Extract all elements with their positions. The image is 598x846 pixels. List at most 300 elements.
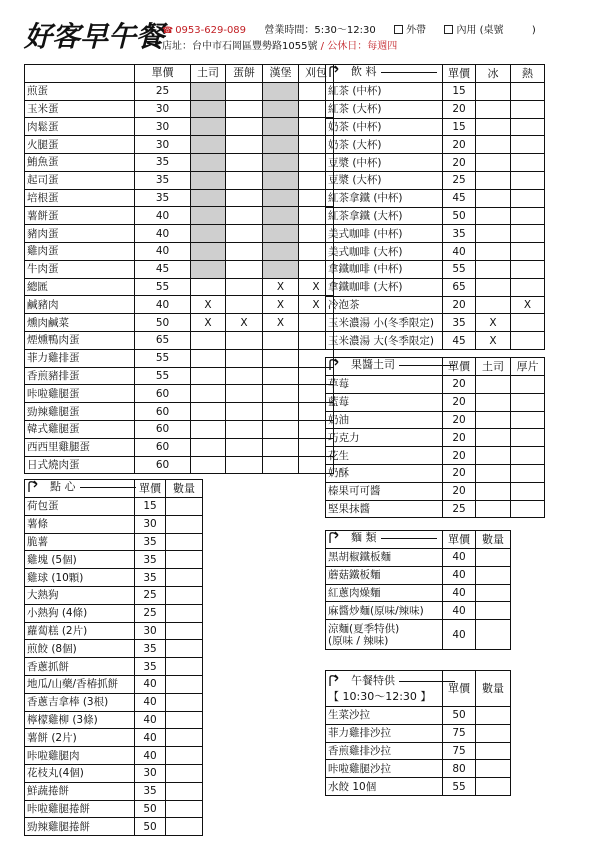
egg-col-header xyxy=(25,65,135,83)
item-option-mark xyxy=(511,376,545,394)
item-name xyxy=(326,620,443,650)
jam-col-header: 土司 xyxy=(476,358,511,376)
item-price: 20 xyxy=(443,429,476,447)
item-option-mark xyxy=(511,314,545,332)
table-row xyxy=(326,278,545,296)
item-price: 15 xyxy=(135,498,166,516)
item-option-mark xyxy=(226,100,263,118)
table-row xyxy=(25,171,334,189)
item-name: 香煎雞排沙拉 xyxy=(326,742,443,760)
table-row xyxy=(326,171,545,189)
table-row xyxy=(25,82,334,100)
item-price: 35 xyxy=(135,782,166,800)
item-price: 55 xyxy=(135,349,191,367)
item-option-mark: X xyxy=(511,296,545,314)
item-option-mark xyxy=(263,260,299,278)
table-row xyxy=(326,620,511,650)
item-option-mark xyxy=(166,800,203,818)
lunch-special-table xyxy=(325,670,511,796)
item-quantity xyxy=(476,742,511,760)
item-price: 40 xyxy=(135,729,166,747)
item-option-mark xyxy=(263,438,299,456)
item-option-mark xyxy=(511,332,545,350)
item-name: 香蔥抓餅 xyxy=(25,658,135,676)
item-name: 西西里雞腿蛋 xyxy=(25,438,135,456)
item-price: 20 xyxy=(443,464,476,482)
table-row xyxy=(326,464,545,482)
table-row xyxy=(25,533,203,551)
item-option-mark xyxy=(166,675,203,693)
item-option-mark xyxy=(226,189,263,207)
table-row xyxy=(25,136,334,154)
item-name: 紅茶 (大杯) xyxy=(326,100,443,118)
item-option-mark xyxy=(226,331,263,349)
table-row xyxy=(25,729,203,747)
noodle-title xyxy=(328,531,437,545)
item-option-mark: X xyxy=(263,296,299,314)
item-option-mark: X xyxy=(191,296,226,314)
table-row xyxy=(25,278,334,296)
drink-title-text: 飲 料 xyxy=(351,65,377,78)
item-price: 20 xyxy=(443,376,476,394)
item-quantity xyxy=(476,778,511,796)
drink-menu-table xyxy=(325,64,545,350)
item-option-mark xyxy=(263,153,299,171)
item-name: 火腿蛋 xyxy=(25,136,135,154)
item-name: 榛果可可醬 xyxy=(326,482,443,500)
item-name: 煙燻鴨肉蛋 xyxy=(25,331,135,349)
item-name: 大熱狗 xyxy=(25,586,135,604)
item-option-mark xyxy=(476,393,511,411)
jam-title-text: 果醬土司 xyxy=(351,358,395,371)
section-arrow-icon xyxy=(328,358,348,372)
item-price: 40 xyxy=(135,693,166,711)
item-name: 堅果抹醬 xyxy=(326,500,443,518)
jam-col-header: 單價 xyxy=(443,358,476,376)
item-option-mark xyxy=(226,260,263,278)
item-quantity xyxy=(476,707,511,725)
item-option-mark xyxy=(263,385,299,403)
item-option-mark xyxy=(191,242,226,260)
item-option-mark: X xyxy=(263,278,299,296)
table-row xyxy=(326,136,545,154)
item-name: 小熱狗 (4條) xyxy=(25,604,135,622)
item-quantity xyxy=(476,724,511,742)
item-option-mark xyxy=(511,447,545,465)
item-price: 45 xyxy=(443,332,476,350)
item-name: 咔啦雞腿沙拉 xyxy=(326,760,443,778)
item-name: 花枝丸(4個) xyxy=(25,764,135,782)
item-name: 奶茶 (大杯) xyxy=(326,136,443,154)
dine-in-close: ) xyxy=(531,25,536,36)
snack-title xyxy=(27,480,136,494)
table-row xyxy=(326,332,545,350)
table-row xyxy=(25,100,334,118)
item-name: 燻肉鹹菜 xyxy=(25,314,135,332)
item-price: 40 xyxy=(443,566,476,584)
item-name: 紅蔥肉燥麵 xyxy=(326,584,443,602)
item-name: 煎蛋 xyxy=(25,82,135,100)
item-option-mark xyxy=(191,100,226,118)
item-price: 20 xyxy=(443,393,476,411)
item-option-mark xyxy=(476,171,511,189)
item-option-mark xyxy=(166,586,203,604)
table-row xyxy=(326,83,545,101)
lunch-col-header: 單價 xyxy=(443,671,476,707)
table-row xyxy=(25,640,203,658)
item-name: 煎餃 (8個) xyxy=(25,640,135,658)
table-row xyxy=(25,331,334,349)
item-option-mark xyxy=(511,100,545,118)
table-row xyxy=(25,260,334,278)
item-name-line1: 涼麵(夏季特供) xyxy=(328,622,400,635)
section-arrow-icon xyxy=(328,65,348,79)
item-price: 25 xyxy=(443,171,476,189)
item-price: 40 xyxy=(135,225,191,243)
egg-menu-table xyxy=(24,64,334,474)
lunch-title xyxy=(328,674,455,688)
item-price: 20 xyxy=(443,154,476,172)
table-row xyxy=(25,515,203,533)
item-option-mark xyxy=(511,154,545,172)
item-option-mark xyxy=(263,367,299,385)
egg-table-header xyxy=(25,65,334,83)
item-option-mark: X xyxy=(191,314,226,332)
item-name: 蘿蔔糕 (2片) xyxy=(25,622,135,640)
item-option-mark xyxy=(226,136,263,154)
table-row xyxy=(326,411,545,429)
lunch-title-text: 午餐特供 xyxy=(351,674,395,687)
item-option-mark xyxy=(226,420,263,438)
item-option-mark xyxy=(166,569,203,587)
drink-title xyxy=(328,65,437,79)
item-option-mark xyxy=(476,464,511,482)
item-option-mark xyxy=(191,82,226,100)
item-option-mark xyxy=(511,393,545,411)
item-name: 韓式雞腿蛋 xyxy=(25,420,135,438)
table-row xyxy=(25,622,203,640)
item-name: 紅茶拿鐵 (中杯) xyxy=(326,189,443,207)
item-price: 25 xyxy=(135,82,191,100)
item-name: 水餃 10個 xyxy=(326,778,443,796)
noodle-title-cell xyxy=(326,531,443,549)
item-name: 香蔥吉拿棒 (3根) xyxy=(25,693,135,711)
noodle-title-underline xyxy=(381,538,437,539)
header-line-1 xyxy=(162,21,536,36)
item-option-mark xyxy=(191,153,226,171)
item-name: 雞肉蛋 xyxy=(25,242,135,260)
item-option-mark xyxy=(476,118,511,136)
table-row xyxy=(326,376,545,394)
table-row xyxy=(326,154,545,172)
item-option-mark xyxy=(476,260,511,278)
item-option-mark xyxy=(511,207,545,225)
table-row xyxy=(326,482,545,500)
item-price: 55 xyxy=(443,778,476,796)
item-name: 奶酥 xyxy=(326,464,443,482)
item-name: 總匯 xyxy=(25,278,135,296)
item-option-mark xyxy=(191,171,226,189)
lunch-title-underline xyxy=(399,681,455,682)
snack-col-header: 數量 xyxy=(166,480,203,498)
table-row xyxy=(326,260,545,278)
item-option-mark xyxy=(166,622,203,640)
egg-col-header: 土司 xyxy=(191,65,226,83)
item-name: 蘑菇鐵板麵 xyxy=(326,566,443,584)
item-price: 35 xyxy=(443,225,476,243)
item-price: 40 xyxy=(443,620,476,650)
item-option-mark xyxy=(166,498,203,516)
item-option-mark xyxy=(191,385,226,403)
item-price: 60 xyxy=(135,403,191,421)
item-name-line2: (原味 / 辣味) xyxy=(328,634,389,647)
table-row xyxy=(25,551,203,569)
item-name: 紅茶 (中杯) xyxy=(326,83,443,101)
table-row xyxy=(326,724,511,742)
item-option-mark xyxy=(191,189,226,207)
table-row xyxy=(326,500,545,518)
table-row xyxy=(25,569,203,587)
item-option-mark xyxy=(226,82,263,100)
table-row xyxy=(25,385,334,403)
item-price: 55 xyxy=(443,260,476,278)
snack-title-cell xyxy=(25,480,135,498)
phone-number: 0953-629-089 xyxy=(175,25,247,36)
item-option-mark xyxy=(476,566,511,584)
table-row xyxy=(326,566,511,584)
item-option-mark xyxy=(476,447,511,465)
table-row xyxy=(326,296,545,314)
item-option-mark xyxy=(166,782,203,800)
item-option-mark xyxy=(226,225,263,243)
item-option-mark xyxy=(226,153,263,171)
closed-day: 公休日：每週四 xyxy=(327,41,398,52)
item-option-mark: X xyxy=(476,332,511,350)
item-option-mark xyxy=(166,729,203,747)
egg-col-header: 蛋餅 xyxy=(226,65,263,83)
table-row xyxy=(25,586,203,604)
item-quantity xyxy=(476,760,511,778)
table-row xyxy=(25,438,334,456)
item-name: 草莓 xyxy=(326,376,443,394)
table-row xyxy=(326,742,511,760)
section-arrow-icon xyxy=(328,531,348,545)
table-row xyxy=(326,225,545,243)
table-row xyxy=(326,100,545,118)
item-price: 40 xyxy=(443,584,476,602)
item-option-mark xyxy=(166,551,203,569)
table-row xyxy=(326,429,545,447)
item-price: 60 xyxy=(135,438,191,456)
item-price: 40 xyxy=(135,675,166,693)
item-price: 40 xyxy=(135,747,166,765)
item-price: 40 xyxy=(443,243,476,261)
item-name: 美式咖啡 (中杯) xyxy=(326,225,443,243)
item-name: 勁辣雞腿蛋 xyxy=(25,403,135,421)
lunch-title-cell xyxy=(326,671,443,707)
item-option-mark xyxy=(191,118,226,136)
table-row xyxy=(326,393,545,411)
item-price: 20 xyxy=(443,136,476,154)
item-price: 65 xyxy=(443,278,476,296)
item-option-mark xyxy=(476,584,511,602)
table-row xyxy=(326,549,511,567)
jam-toast-table xyxy=(325,357,545,518)
item-price: 40 xyxy=(443,549,476,567)
snack-title-text: 點 心 xyxy=(50,480,76,493)
item-option-mark xyxy=(476,411,511,429)
item-option-mark xyxy=(476,376,511,394)
takeout-checkbox[interactable] xyxy=(394,25,403,34)
item-price: 30 xyxy=(135,118,191,136)
item-name: 豆漿 (大杯) xyxy=(326,171,443,189)
jam-title xyxy=(328,358,455,372)
item-option-mark xyxy=(476,207,511,225)
table-row xyxy=(25,764,203,782)
item-price: 35 xyxy=(135,551,166,569)
item-option-mark xyxy=(191,136,226,154)
item-name: 勁辣雞腿捲餅 xyxy=(25,818,135,836)
item-option-mark xyxy=(476,296,511,314)
item-price: 25 xyxy=(443,500,476,518)
item-option-mark xyxy=(476,136,511,154)
item-price: 45 xyxy=(443,189,476,207)
item-option-mark xyxy=(191,456,226,474)
item-name: 檸檬雞柳 (3條) xyxy=(25,711,135,729)
table-row xyxy=(326,707,511,725)
table-row xyxy=(25,658,203,676)
noodle-title-text: 麵 類 xyxy=(351,531,377,544)
item-price: 40 xyxy=(135,711,166,729)
item-option-mark xyxy=(226,207,263,225)
item-option-mark: X xyxy=(299,296,334,314)
item-option-mark: X xyxy=(476,314,511,332)
table-row xyxy=(326,447,545,465)
drink-title-cell xyxy=(326,65,443,83)
item-name: 肉鬆蛋 xyxy=(25,118,135,136)
item-option-mark xyxy=(263,331,299,349)
item-price: 20 xyxy=(443,411,476,429)
item-name: 麻醬炒麵(原味/辣味) xyxy=(326,602,443,620)
table-row xyxy=(25,349,334,367)
item-option-mark xyxy=(263,456,299,474)
item-option-mark xyxy=(166,640,203,658)
separator: / xyxy=(320,41,325,52)
dine-in-checkbox[interactable] xyxy=(444,25,453,34)
item-price: 65 xyxy=(135,331,191,349)
item-option-mark xyxy=(476,429,511,447)
item-price: 30 xyxy=(135,764,166,782)
table-row xyxy=(25,314,334,332)
item-option-mark xyxy=(191,225,226,243)
snack-col-header: 單價 xyxy=(135,480,166,498)
item-price: 15 xyxy=(443,118,476,136)
item-name: 鮮蔬捲餅 xyxy=(25,782,135,800)
item-name: 藍莓 xyxy=(326,393,443,411)
item-option-mark xyxy=(511,260,545,278)
item-option-mark xyxy=(263,118,299,136)
item-price: 20 xyxy=(443,100,476,118)
item-price: 75 xyxy=(443,742,476,760)
item-name: 拿鐵咖啡 (中杯) xyxy=(326,260,443,278)
item-option-mark xyxy=(226,296,263,314)
drink-table-header xyxy=(326,65,545,83)
item-option-mark xyxy=(191,438,226,456)
item-option-mark xyxy=(191,278,226,296)
item-option-mark xyxy=(263,171,299,189)
item-option-mark xyxy=(191,260,226,278)
noodle-table-header xyxy=(326,531,511,549)
item-name: 薯餅 (2片) xyxy=(25,729,135,747)
item-option-mark xyxy=(226,456,263,474)
item-price: 35 xyxy=(135,640,166,658)
item-option-mark xyxy=(166,533,203,551)
item-option-mark xyxy=(191,331,226,349)
item-name: 玉米濃湯 大(冬季限定) xyxy=(326,332,443,350)
item-price: 30 xyxy=(135,515,166,533)
item-option-mark: X xyxy=(226,314,263,332)
table-row xyxy=(25,818,203,836)
item-name: 生菜沙拉 xyxy=(326,707,443,725)
item-option-mark xyxy=(476,154,511,172)
table-row xyxy=(25,118,334,136)
shop-logo xyxy=(22,8,165,58)
item-option-mark xyxy=(476,602,511,620)
item-option-mark xyxy=(166,711,203,729)
item-name: 雞球 (10顆) xyxy=(25,569,135,587)
item-option-mark xyxy=(511,83,545,101)
item-price: 20 xyxy=(443,482,476,500)
table-row xyxy=(25,242,334,260)
table-row xyxy=(326,243,545,261)
table-row xyxy=(25,456,334,474)
item-option-mark xyxy=(511,189,545,207)
item-name: 豆漿 (中杯) xyxy=(326,154,443,172)
item-option-mark xyxy=(476,189,511,207)
item-price: 30 xyxy=(135,622,166,640)
table-row xyxy=(25,747,203,765)
item-name: 玉米濃湯 小(冬季限定) xyxy=(326,314,443,332)
snack-title-underline xyxy=(80,487,136,488)
table-row xyxy=(326,207,545,225)
item-price: 20 xyxy=(443,296,476,314)
section-arrow-icon xyxy=(27,480,47,494)
table-row xyxy=(25,498,203,516)
item-name: 冷泡茶 xyxy=(326,296,443,314)
item-option-mark xyxy=(263,136,299,154)
item-option-mark xyxy=(511,225,545,243)
table-row xyxy=(326,118,545,136)
item-option-mark xyxy=(263,420,299,438)
item-option-mark xyxy=(191,207,226,225)
item-option-mark xyxy=(166,604,203,622)
jam-col-header: 厚片 xyxy=(511,358,545,376)
item-price: 25 xyxy=(135,604,166,622)
item-price: 40 xyxy=(135,296,191,314)
lunch-time: 【 10:30～12:30 】 xyxy=(328,690,432,703)
item-option-mark xyxy=(226,278,263,296)
item-price: 30 xyxy=(135,100,191,118)
item-quantity xyxy=(476,620,511,650)
table-row xyxy=(25,296,334,314)
noodle-col-header: 單價 xyxy=(443,531,476,549)
egg-col-header: 單價 xyxy=(135,65,191,83)
item-option-mark xyxy=(263,100,299,118)
item-name: 地瓜/山藥/香椿抓餅 xyxy=(25,675,135,693)
item-name: 菲力雞排蛋 xyxy=(25,349,135,367)
item-price: 30 xyxy=(135,136,191,154)
item-name: 奶茶 (中杯) xyxy=(326,118,443,136)
